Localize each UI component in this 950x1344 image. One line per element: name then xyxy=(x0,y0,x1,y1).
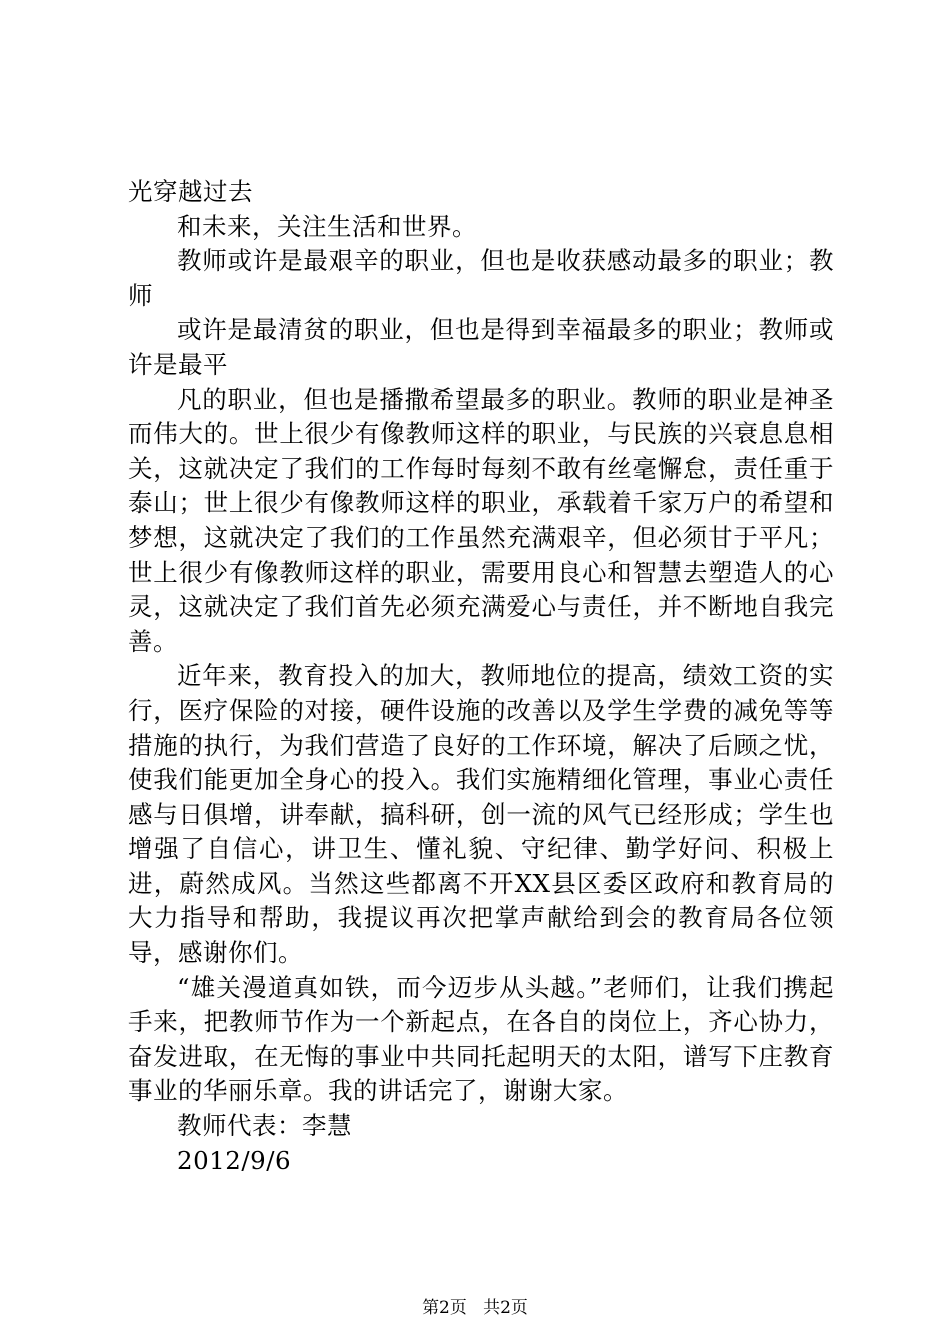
paragraph: 或许是最清贫的职业，但也是得到幸福最多的职业；教师或许是最平 xyxy=(128,315,834,379)
page-footer xyxy=(0,1297,950,1319)
paragraph: 凡的职业，但也是播撒希望最多的职业。教师的职业是神圣而伟大的。世上很少有像教师这样的职业，与民族的兴衰息息相关，这就决定了我们的工作每时每刻不敢有丝毫懈怠，责任重于泰山；世上很少有像教师这样的职业，承载着千家万户的希望和梦想，这就决定了我们的工作虽然充满艰辛，但必须甘于平凡；世上很少有像教师这样的职业，需要用良心和智慧去塑造人的心灵，这就决定了我们首先必须充满爱心与责任，并不断地自我完善。 xyxy=(128,384,834,656)
page-separator xyxy=(472,1298,477,1318)
page-total: 共2页 xyxy=(483,1298,528,1318)
paragraph: 教师或许是最艰辛的职业，但也是收获感动最多的职业；教师 xyxy=(128,246,834,310)
paragraph: 和未来，关注生活和世界。 xyxy=(177,211,477,241)
document-body xyxy=(128,175,834,1178)
paragraph: 近年来，教育投入的加大，教师地位的提高，绩效工资的实行，医疗保险的对接，硬件设施的改善以及学生学费的减免等等措施的执行，为我们营造了良好的工作环境，解决了后顾之忧，使我们能更加全身心的投入。我们实施精细化管理，事业心责任感与日俱增，讲奉献，搞科研，创一流的风气已经形成；学生也增强了自信心，讲卫生、懂礼貌、守纪律、勤学好问、积极上进，蔚然成风。当然这些都离不开XX县区委区政府和教育局的大力指导和帮助，我提议再次把掌声献给到会的教育局各位领导，感谢你们。 xyxy=(128,661,834,968)
date: 2012/9/6 xyxy=(177,1145,292,1175)
page-number: 第2页 xyxy=(422,1298,467,1318)
signature: 教师代表：李慧 xyxy=(177,1111,352,1141)
paragraph: 光穿越过去 xyxy=(128,177,253,206)
paragraph: “雄关漫道真如铁，而今迈步从头越。”老师们，让我们携起手来，把教师节作为一个新起点，在各自的岗位上，齐心协力，奋发进取，在无悔的事业中共同托起明天的太阳，谱写下庄教育事业的华丽乐章。我的讲话完了，谢谢大家。 xyxy=(128,972,834,1106)
